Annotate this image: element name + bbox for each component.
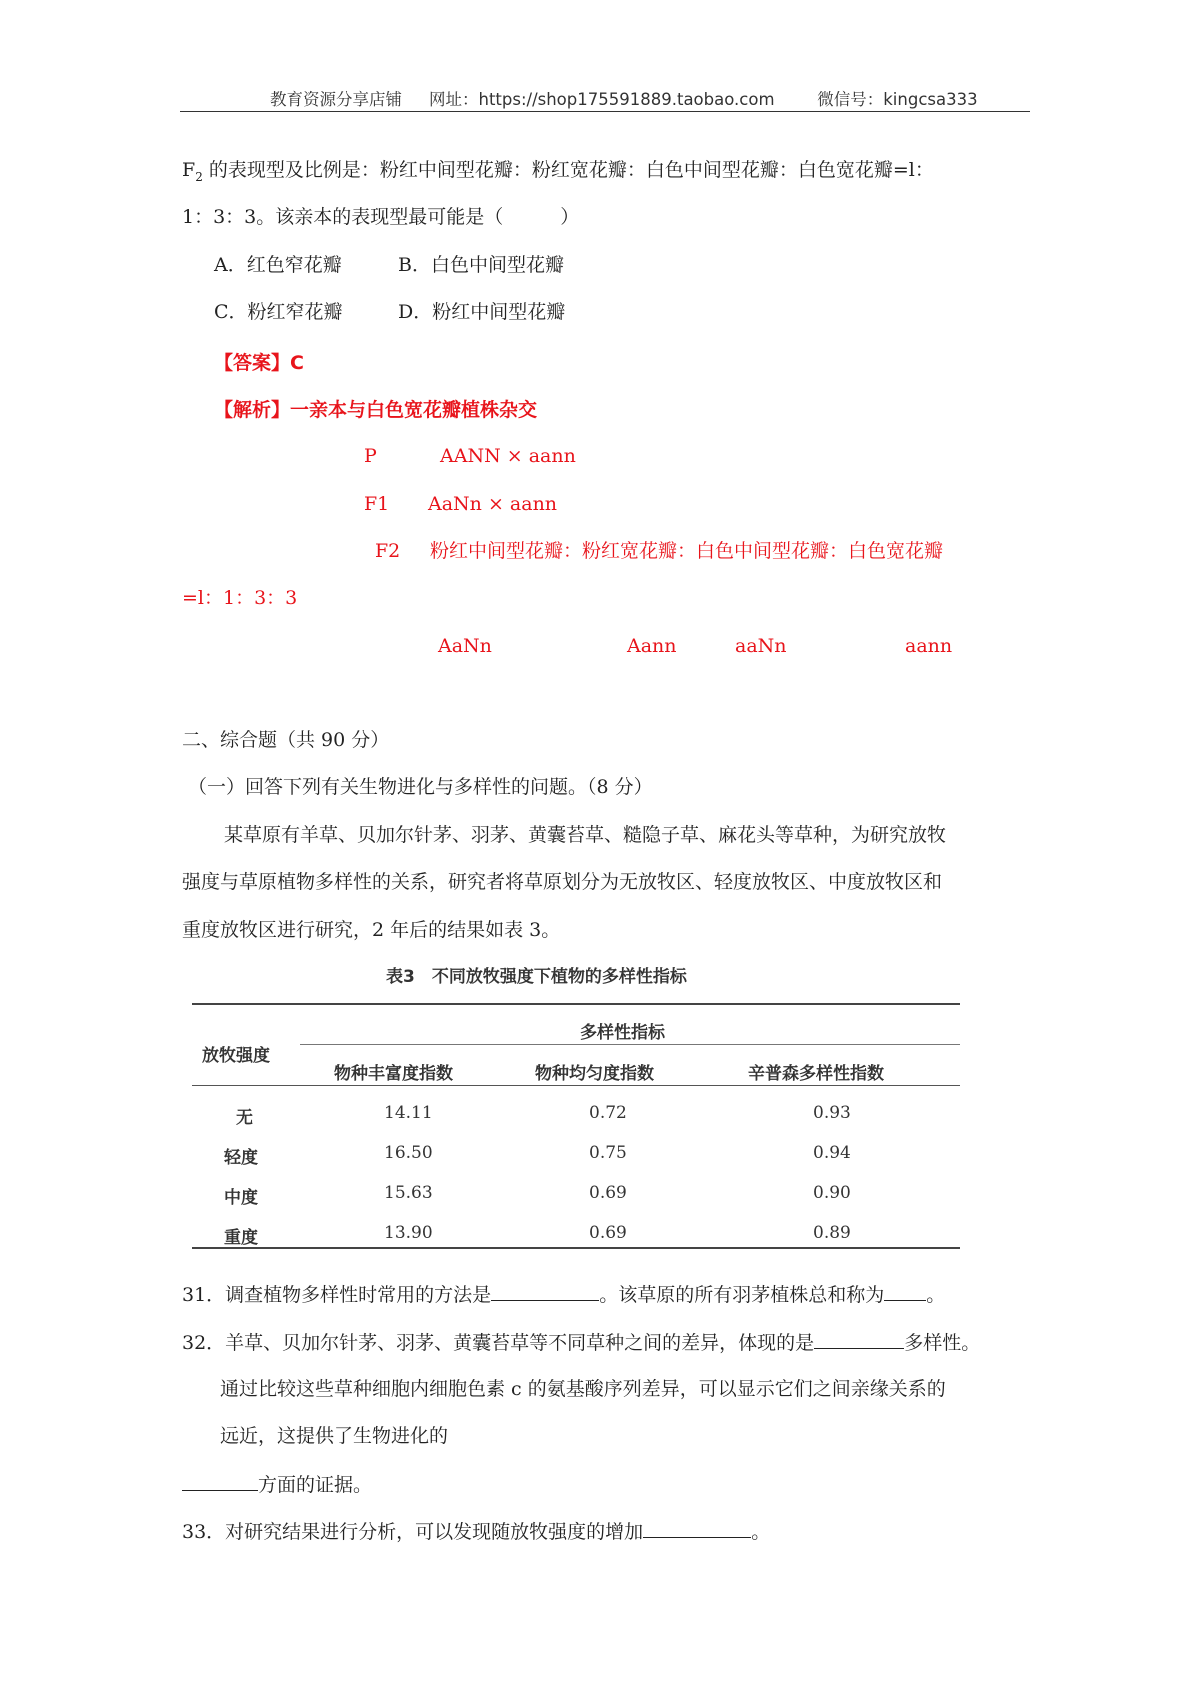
row-value: 13.90: [384, 1223, 433, 1243]
cross-f2-text: 粉红中间型花瓣：粉红宽花瓣：白色中间型花瓣：白色宽花瓣: [430, 540, 944, 562]
cross-f2-ratio: =l：1：3：3: [182, 587, 298, 609]
option-d: D．粉红中间型花瓣: [398, 301, 566, 323]
f-label: F: [182, 159, 196, 181]
header-url: 网址：https://shop175591889.taobao.com: [428, 90, 775, 109]
row-value: 0.93: [813, 1103, 851, 1123]
option-b: B．白色中间型花瓣: [398, 254, 564, 276]
analysis: 【解析】一亲本与白色宽花瓣植株杂交: [214, 399, 538, 421]
q32-blank-1: [814, 1330, 904, 1349]
table-bottom-rule: [192, 1247, 960, 1249]
question-line-1: [182, 158, 934, 189]
question-line-2: 1：3：3。该亲本的表现型最可能是（ ）: [182, 206, 580, 228]
q33-text-b: 。: [751, 1521, 771, 1543]
q32-blank-2: [182, 1472, 258, 1491]
row-value: 0.72: [589, 1103, 627, 1123]
intro-line-2: 强度与草原植物多样性的关系，研究者将草原划分为无放牧区、轻度放牧区、中度放牧区和: [182, 871, 943, 893]
cross-f2-label: F2: [375, 540, 401, 562]
q31-text-c: 。: [926, 1284, 946, 1306]
q31-text-b: 。该草原的所有羽茅植株总和称为: [599, 1284, 885, 1306]
question-32-line-3: 远近，这提供了生物进化的: [220, 1425, 449, 1447]
header-rule: [180, 111, 1030, 112]
genotype-2: Aann: [627, 635, 677, 657]
f-sub: 2: [195, 169, 203, 184]
q31-text-a: 31．调查植物多样性时常用的方法是: [182, 1284, 492, 1306]
row-value: 0.69: [589, 1183, 627, 1203]
question-32: [182, 1330, 980, 1355]
question-32-line-4: [182, 1472, 372, 1497]
cross-p: AANN × aann: [440, 445, 576, 467]
q32-text-c: 方面的证据。: [258, 1474, 373, 1496]
row-value: 16.50: [384, 1143, 433, 1163]
row-value: 0.75: [589, 1143, 627, 1163]
table-group-rule: [300, 1044, 960, 1045]
cross-p-label: P: [364, 445, 377, 467]
table-title: 表3 不同放牧强度下植物的多样性指标: [386, 967, 687, 987]
q32-text-a: 32．羊草、贝加尔针茅、羽茅、黄囊苔草等不同草种之间的差异，体现的是: [182, 1332, 815, 1354]
q31-blank-1: [491, 1282, 599, 1301]
q31-blank-2: [884, 1282, 926, 1301]
intro-line-3: 重度放牧区进行研究，2 年后的结果如表 3。: [182, 919, 561, 941]
row-label: 无: [236, 1108, 253, 1128]
page-header: [270, 86, 984, 110]
question-31: [182, 1282, 945, 1307]
header-wechat: 微信号：kingcsa333: [817, 90, 978, 109]
table-group-header: 多样性指标: [580, 1023, 665, 1043]
header-shop: 教育资源分享店铺: [270, 90, 402, 109]
q33-blank-1: [643, 1519, 751, 1538]
table-top-rule: [192, 1003, 960, 1005]
table-header-rule: [192, 1085, 960, 1086]
row-label: 轻度: [224, 1148, 258, 1168]
intro-line-1: 某草原有羊草、贝加尔针茅、羽茅、黄囊苔草、糙隐子草、麻花头等草种，为研究放牧: [224, 824, 947, 846]
table-col-2: 物种均匀度指数: [535, 1064, 654, 1084]
row-value: 0.89: [813, 1223, 851, 1243]
row-value: 14.11: [384, 1103, 433, 1123]
genotype-1: AaNn: [438, 635, 492, 657]
table-col-1: 物种丰富度指数: [334, 1064, 453, 1084]
question-text-1: 的表现型及比例是：粉红中间型花瓣：粉红宽花瓣：白色中间型花瓣：白色宽花瓣=l：: [202, 159, 934, 181]
row-value: 15.63: [384, 1183, 433, 1203]
section-subtitle: （一）回答下列有关生物进化与多样性的问题。（8 分）: [188, 776, 653, 798]
question-33: [182, 1519, 770, 1544]
cross-f1-label: F1: [364, 493, 390, 515]
genotype-4: aann: [905, 635, 953, 657]
option-c: C．粉红窄花瓣: [214, 301, 343, 323]
cross-f1: AaNn × aann: [428, 493, 558, 515]
option-a: A．红色窄花瓣: [214, 254, 342, 276]
table-row-header: 放牧强度: [202, 1046, 270, 1066]
genotype-3: aaNn: [735, 635, 787, 657]
section-title: 二、综合题（共 90 分）: [182, 729, 390, 751]
row-value: 0.94: [813, 1143, 851, 1163]
question-32-line-2: 通过比较这些草种细胞内细胞色素 c 的氨基酸序列差异，可以显示它们之间亲缘关系的: [220, 1378, 946, 1400]
row-label: 中度: [224, 1188, 258, 1208]
table-col-3: 辛普森多样性指数: [748, 1064, 884, 1084]
q32-text-b: 多样性。: [904, 1332, 981, 1354]
row-label: 重度: [224, 1228, 258, 1248]
answer: 【答案】C: [214, 352, 304, 374]
row-value: 0.90: [813, 1183, 851, 1203]
q33-text-a: 33．对研究结果进行分析，可以发现随放牧强度的增加: [182, 1521, 644, 1543]
row-value: 0.69: [589, 1223, 627, 1243]
